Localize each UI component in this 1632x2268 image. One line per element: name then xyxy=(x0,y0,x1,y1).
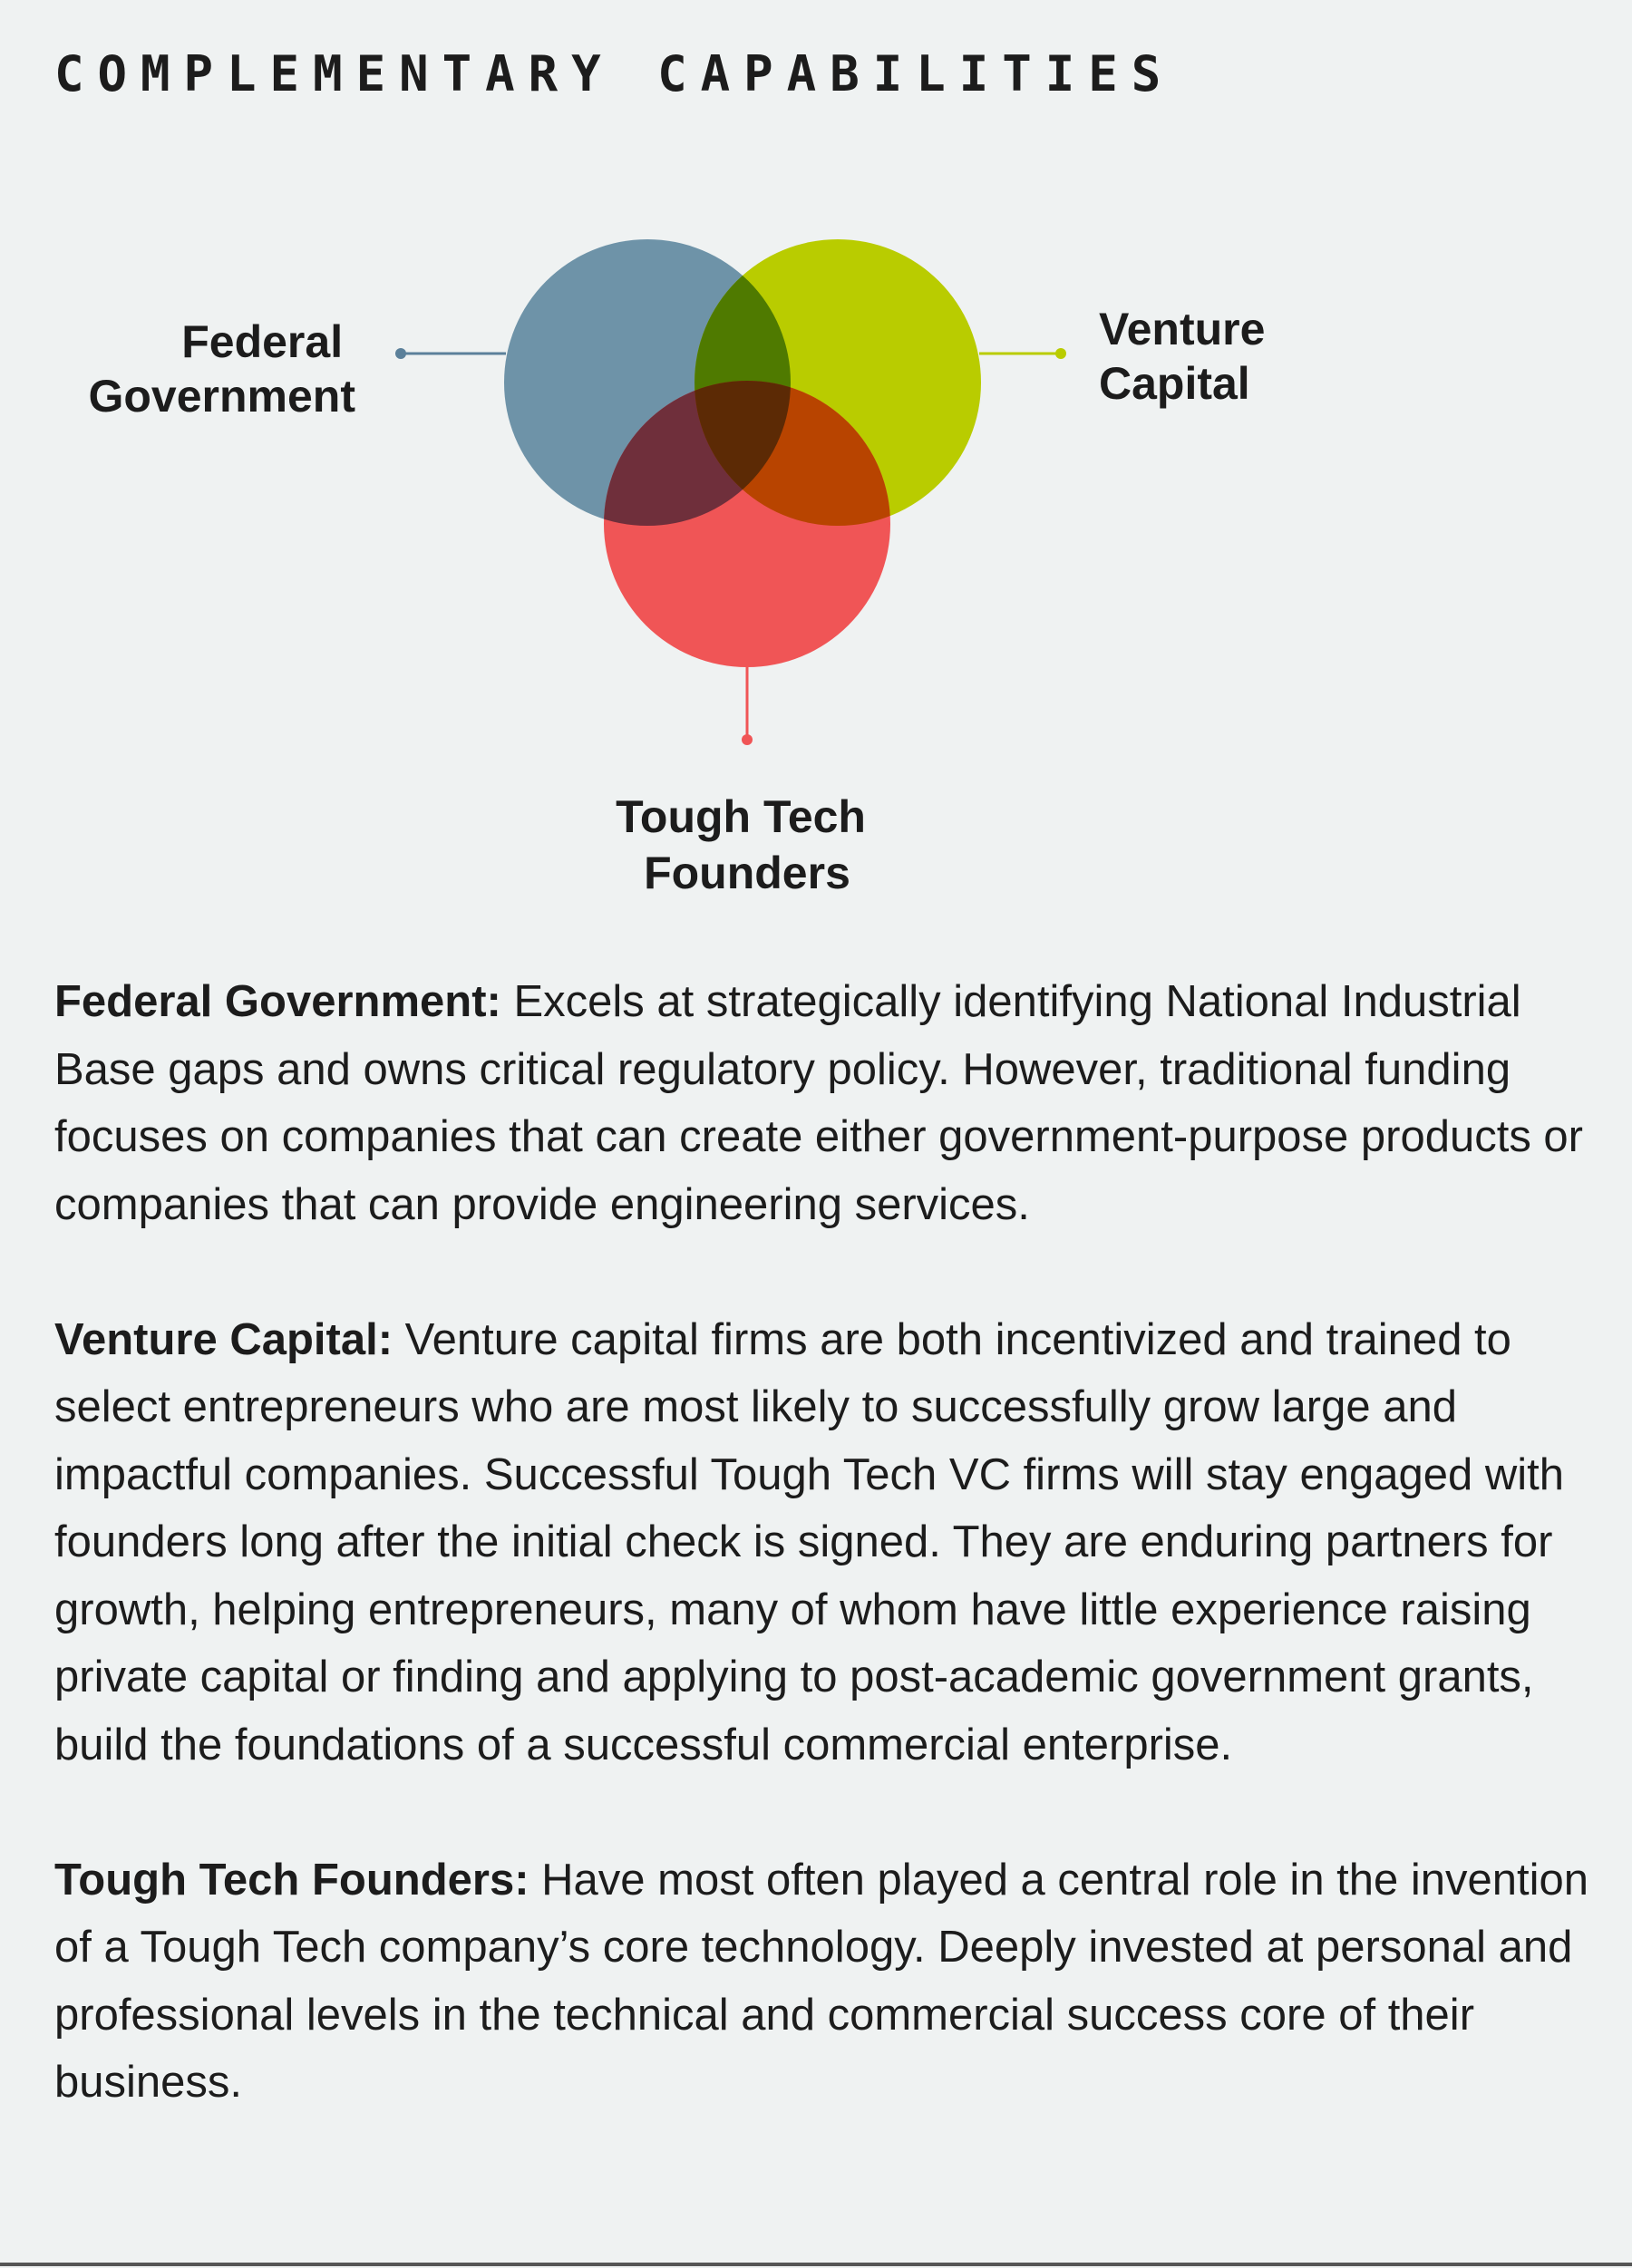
description-venture xyxy=(54,1306,1596,1779)
label-venture xyxy=(1099,304,1277,409)
label-founders xyxy=(616,791,879,898)
label-founders-line-2: Founders xyxy=(644,848,850,898)
term-federal: Federal Government: xyxy=(54,977,501,1026)
text-federal: Excels at strategically identifying National Industrial Base gaps and owns critical regulatory policy. However, traditional funding focuses on companies that can create either government-purpose products or companies that can provide engineering services. xyxy=(54,977,1584,1229)
text-venture: Venture capital firms are both incentivized and trained to select entrepreneurs who are most likely to successfully grow large and impactful companies. Successful Tough Tech VC firms will stay engaged with founders long after the initial check is signed. They are enduring partners for growth, helping entrepreneurs, many of whom have little experience raising private capital or finding and applying to post-academic government grants, build the foundations of a successful commercial enterprise. xyxy=(54,1314,1564,1769)
descriptions xyxy=(54,968,1596,2184)
label-federal xyxy=(88,316,355,422)
term-venture: Venture Capital: xyxy=(54,1314,393,1364)
label-federal-line-1: Federal xyxy=(181,316,344,367)
term-founders: Tough Tech Founders: xyxy=(54,1855,529,1905)
connector-dot-founders xyxy=(742,734,753,745)
label-federal-line-2: Government xyxy=(88,371,355,422)
label-venture-line-1: Venture xyxy=(1099,304,1266,354)
venn-diagram xyxy=(0,0,1632,943)
description-founders xyxy=(54,1846,1596,2117)
page-title: COMPLEMENTARY CAPABILITIES xyxy=(54,45,1175,102)
text-founders: Have most often played a central role in the invention of a Tough Tech company’s core technology. Deeply invested at personal and professional levels in the technical and commercial success core of their business. xyxy=(54,1855,1589,2107)
label-founders-line-1: Tough Tech xyxy=(616,791,866,842)
description-federal xyxy=(54,968,1596,1238)
label-venture-line-2: Capital xyxy=(1099,358,1250,409)
connector-dot-federal xyxy=(395,348,406,359)
connector-dot-venture xyxy=(1055,348,1066,359)
bottom-rule xyxy=(0,2263,1632,2266)
